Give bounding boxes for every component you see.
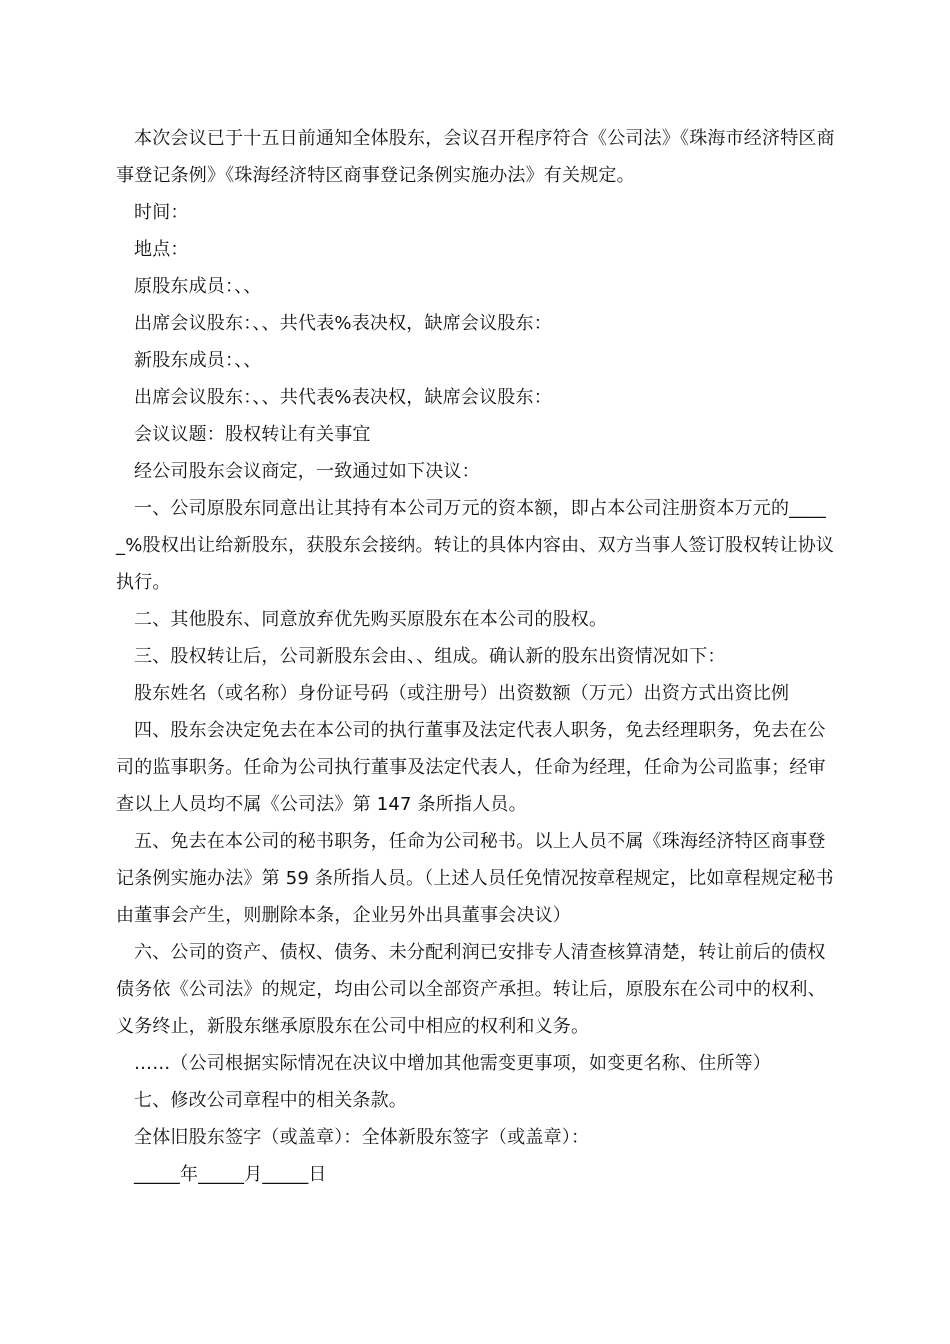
document-body xyxy=(116,120,836,1193)
paragraph-attendance-new: 出席会议股东：、、共代表%表决权，缺席会议股东： xyxy=(134,387,552,408)
paragraph-original-shareholders: 原股东成员：、、 xyxy=(134,276,262,297)
paragraph-item-4: 四、股东会决定免去在本公司的执行董事及法定代表人职务，免去经理职务，免去在公司的监事职务。任命为公司执行董事及法定代表人，任命为经理，任命为公司监事；经审查以上人员均不属《公司法》第 147 条所指人员。 xyxy=(116,720,826,815)
paragraph-item-6: 六、公司的资产、债权、债务、未分配利润已安排专人清查核算清楚，转让前后的债权债务依《公司法》的规定，均由公司以全部资产承担。转让后，原股东在公司中的权利、义务终止，新股东继承原股东在公司中相应的权利和义务。 xyxy=(116,942,826,1037)
paragraph-contribution-header: 股东姓名（或名称）身份证号码（或注册号）出资数额（万元）出资方式出资比例 xyxy=(134,683,790,704)
paragraph-signatures: 全体旧股东签字（或盖章）：全体新股东签字（或盖章）： xyxy=(134,1127,590,1148)
paragraph-resolution-intro: 经公司股东会议商定，一致通过如下决议： xyxy=(134,461,480,482)
paragraph-item-2: 二、其他股东、同意放弃优先购买原股东在本公司的股权。 xyxy=(134,609,608,630)
paragraph-ellipsis-note: ……（公司根据实际情况在决议中增加其他需变更事项，如变更名称、住所等） xyxy=(134,1053,771,1074)
paragraph-new-shareholders: 新股东成员：、、 xyxy=(134,350,262,371)
paragraph-item-3: 三、股权转让后，公司新股东会由、、组成。确认新的股东出资情况如下： xyxy=(134,646,726,667)
paragraph-item-1: 一、公司原股东同意出让其持有本公司万元的资本额，即占本公司注册资本万元的_____%股权出让给新股东，获股东会接纳。转让的具体内容由、双方当事人签订股权转让协议执行。 xyxy=(116,498,835,593)
paragraph-location: 地点： xyxy=(134,239,189,260)
paragraph-notice: 本次会议已于十五日前通知全体股东，会议召开程序符合《公司法》《珠海市经济特区商事登记条例》《珠海经济特区商事登记条例实施办法》有关规定。 xyxy=(116,128,835,186)
paragraph-item-7: 七、修改公司章程中的相关条款。 xyxy=(134,1090,407,1111)
paragraph-item-5: 五、免去在本公司的秘书职务，任命为公司秘书。以上人员不属《珠海经济特区商事登记条例实施办法》第 59 条所指人员。（上述人员任免情况按章程规定，比如章程规定秘书由董事会产生，则删除本条，企业另外出具董事会决议） xyxy=(116,831,834,926)
paragraph-date: _____年_____月_____日 xyxy=(134,1164,327,1185)
paragraph-attendance-original: 出席会议股东：、、共代表%表决权，缺席会议股东： xyxy=(134,313,552,334)
paragraph-agenda: 会议议题：股权转让有关事宜 xyxy=(134,424,371,445)
paragraph-time: 时间： xyxy=(134,202,189,223)
